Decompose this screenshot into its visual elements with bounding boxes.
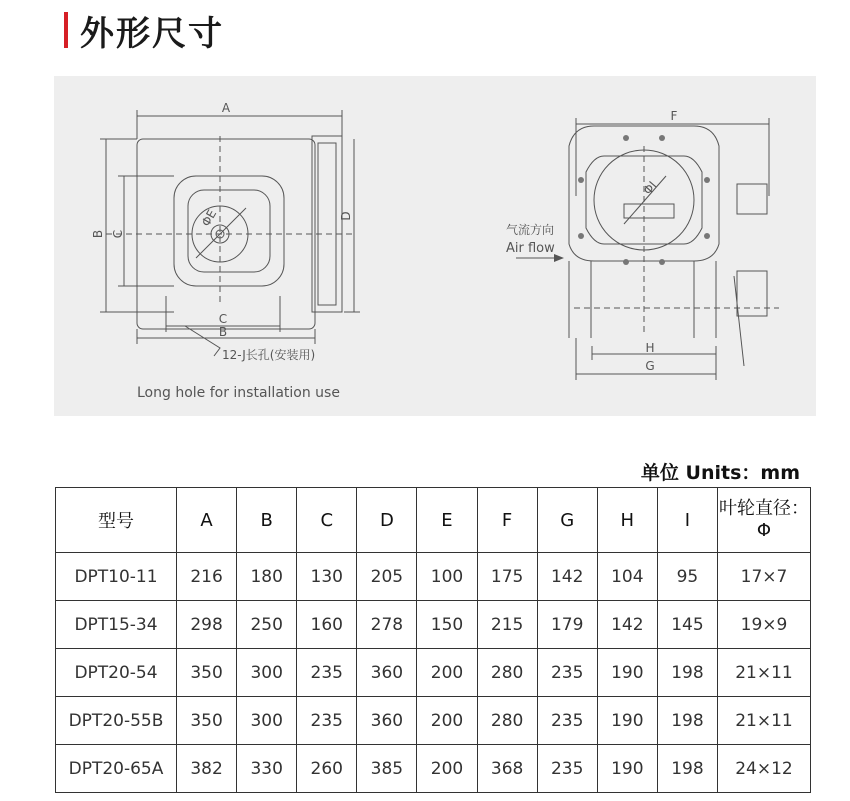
table-cell: 180 bbox=[237, 553, 297, 601]
units-label: 单位 Units：mm bbox=[640, 462, 800, 484]
table-cell: 17×7 bbox=[718, 553, 811, 601]
table-cell: 350 bbox=[177, 697, 237, 745]
dimension-drawing bbox=[54, 76, 816, 416]
header-G: G bbox=[537, 488, 597, 553]
table-cell: 198 bbox=[657, 697, 717, 745]
header-C: C bbox=[297, 488, 357, 553]
airflow-label-cn: 气流方向 bbox=[506, 223, 555, 237]
table-cell: 200 bbox=[417, 745, 477, 793]
dim-C-bottom-label: C bbox=[218, 312, 228, 326]
table-cell: 360 bbox=[357, 649, 417, 697]
table-cell: 200 bbox=[417, 649, 477, 697]
table-cell: 145 bbox=[657, 601, 717, 649]
table-row bbox=[56, 745, 811, 793]
table-cell: DPT15-34 bbox=[56, 601, 177, 649]
table-cell: 190 bbox=[597, 649, 657, 697]
dim-G-label: G bbox=[645, 359, 655, 373]
table-cell: 100 bbox=[417, 553, 477, 601]
table-cell: 198 bbox=[657, 745, 717, 793]
table-header-row bbox=[56, 488, 811, 553]
table-cell: 21×11 bbox=[718, 697, 811, 745]
dim-I-label: ΦI bbox=[640, 178, 660, 198]
table-row bbox=[56, 553, 811, 601]
table-cell: 130 bbox=[297, 553, 357, 601]
dim-E-label: ΦE bbox=[198, 207, 220, 229]
table-cell: 200 bbox=[417, 697, 477, 745]
table-cell: 175 bbox=[477, 553, 537, 601]
table-cell: 179 bbox=[537, 601, 597, 649]
table-cell: 150 bbox=[417, 601, 477, 649]
table-cell: 280 bbox=[477, 697, 537, 745]
table-cell: 21×11 bbox=[718, 649, 811, 697]
dim-F-label: F bbox=[670, 109, 678, 123]
header-impeller-diameter: 叶轮直径：Φ bbox=[718, 488, 811, 553]
table-cell: 216 bbox=[177, 553, 237, 601]
table-cell: 298 bbox=[177, 601, 237, 649]
motor-box-top bbox=[737, 184, 767, 214]
table-cell: 360 bbox=[357, 697, 417, 745]
table-cell: DPT20-65A bbox=[56, 745, 177, 793]
table-cell: 160 bbox=[297, 601, 357, 649]
table-cell: 190 bbox=[597, 697, 657, 745]
table-cell: 382 bbox=[177, 745, 237, 793]
table-cell: 205 bbox=[357, 553, 417, 601]
dim-H-label: H bbox=[645, 341, 655, 355]
mounting-flange bbox=[312, 136, 342, 312]
table-cell: 235 bbox=[297, 697, 357, 745]
table-cell: 235 bbox=[537, 697, 597, 745]
table-cell: DPT20-55B bbox=[56, 697, 177, 745]
dimension-table bbox=[55, 487, 811, 793]
table-cell: 300 bbox=[237, 697, 297, 745]
table-cell: 235 bbox=[297, 649, 357, 697]
table-cell: 235 bbox=[537, 745, 597, 793]
table-cell: 350 bbox=[177, 649, 237, 697]
table-row bbox=[56, 697, 811, 745]
header-E: E bbox=[417, 488, 477, 553]
header-D: D bbox=[357, 488, 417, 553]
table-cell: 280 bbox=[477, 649, 537, 697]
table-cell: 278 bbox=[357, 601, 417, 649]
header-I: I bbox=[657, 488, 717, 553]
dim-C-side-label: C bbox=[111, 229, 125, 239]
table-row bbox=[56, 601, 811, 649]
table-cell: 19×9 bbox=[718, 601, 811, 649]
header-B: B bbox=[237, 488, 297, 553]
header-F: F bbox=[477, 488, 537, 553]
header-H: H bbox=[597, 488, 657, 553]
table-cell: 104 bbox=[597, 553, 657, 601]
table-cell: 142 bbox=[597, 601, 657, 649]
dim-B-side-label: B bbox=[91, 229, 105, 239]
table-cell: 260 bbox=[297, 745, 357, 793]
table-row bbox=[56, 649, 811, 697]
table-cell: 300 bbox=[237, 649, 297, 697]
table-cell: DPT20-54 bbox=[56, 649, 177, 697]
dim-D-label: D bbox=[339, 211, 353, 221]
table-cell: 385 bbox=[357, 745, 417, 793]
table-cell: 215 bbox=[477, 601, 537, 649]
table-cell: 198 bbox=[657, 649, 717, 697]
airflow-label-en: Air flow bbox=[506, 241, 555, 256]
table-cell: 142 bbox=[537, 553, 597, 601]
motor-box-bottom bbox=[737, 271, 767, 316]
title-accent-bar bbox=[64, 12, 68, 48]
slot-caption: Long hole for installation use bbox=[137, 385, 340, 401]
table-cell: 24×12 bbox=[718, 745, 811, 793]
header-A: A bbox=[177, 488, 237, 553]
table-cell: 190 bbox=[597, 745, 657, 793]
table-cell: 368 bbox=[477, 745, 537, 793]
table-cell: 95 bbox=[657, 553, 717, 601]
dimension-drawing-panel bbox=[54, 76, 816, 416]
table-cell: 235 bbox=[537, 649, 597, 697]
dim-A-label: A bbox=[221, 101, 231, 115]
table-cell: DPT10-11 bbox=[56, 553, 177, 601]
table-cell: 250 bbox=[237, 601, 297, 649]
slot-label: 12-J长孔(安装用) bbox=[222, 348, 316, 362]
table-cell: 330 bbox=[237, 745, 297, 793]
page-title: 外形尺寸 bbox=[80, 14, 224, 54]
header-model: 型号 bbox=[56, 488, 177, 553]
dim-B-bottom-label: B bbox=[218, 325, 228, 339]
